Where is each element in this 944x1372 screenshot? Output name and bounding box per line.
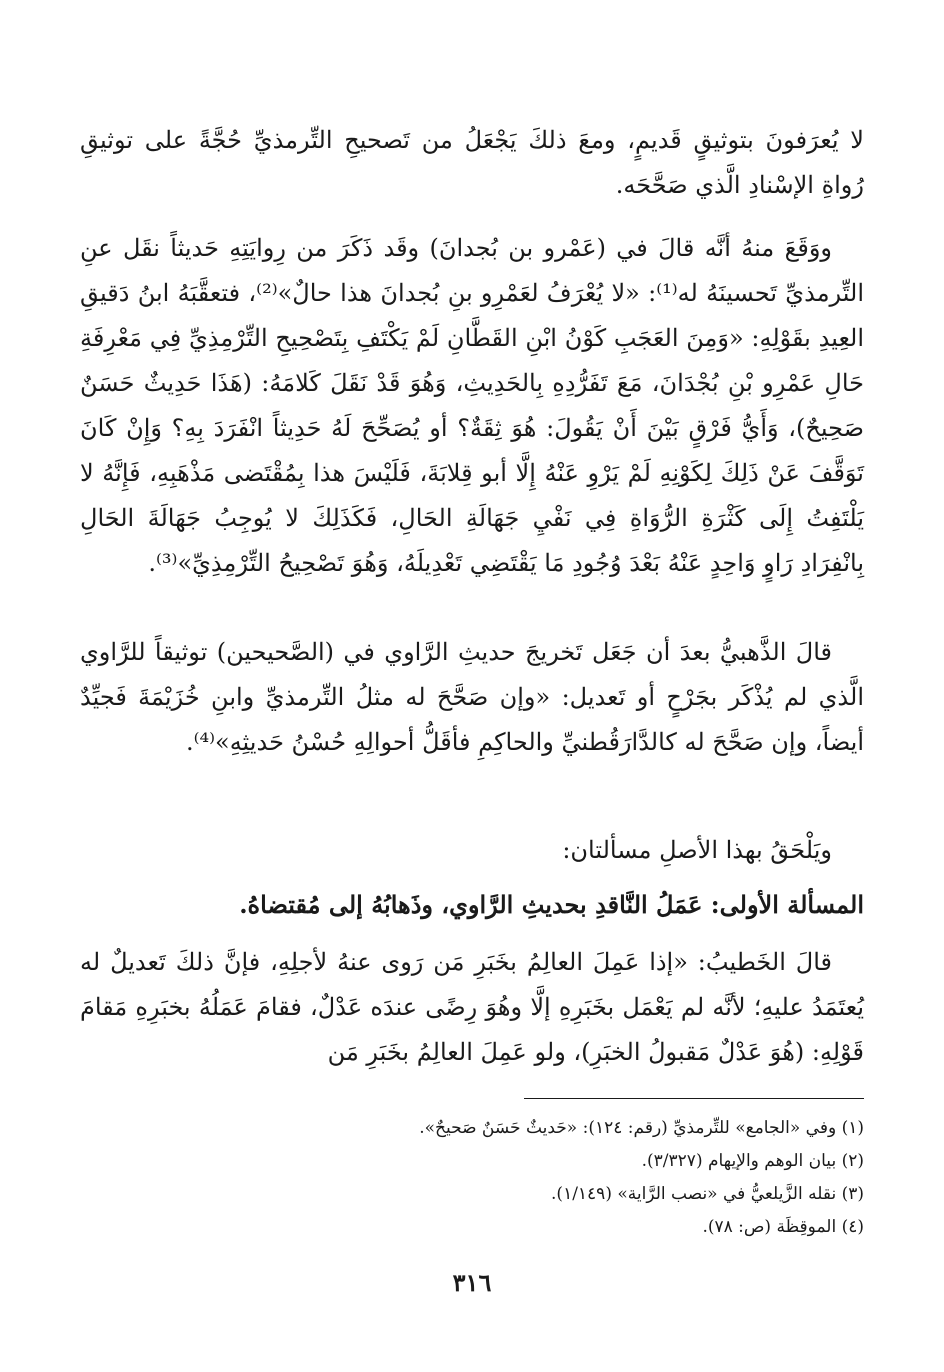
footnote-separator [524, 1098, 864, 1099]
paragraph-2: ووَقَعَ منهُ أنَّه قالَ في (عَمْرو بن بُجدانَ) وقَد ذَكَرَ من رِوايَتِهِ حَديثاً نقَل عنِ التِّرمذيِّ تَحسينَهُ له⁽¹⁾: «لا يُعْرَفُ لعَمْرِو بنِ بُجدانَ هذا حالٌ»⁽²⁾، فتعقَّبَهُ ابنُ دَقيقِ العِيدِ بقَوْلِهِ: «وَمِنَ العَجَبِ كَوْنُ ابْنِ القَطَّانِ لَمْ يَكْتَفِ بِتَصْحِيحِ التِّرْمِذِيِّ فِي مَعْرِفَةِ حَالِ عَمْرِو بْنِ بُجْدَانَ، مَعَ تَفَرُّدِهِ بِالحَدِيثِ، وَهُوَ قَدْ نَقَلَ كَلامَهُ: (هَذَا حَدِيثٌ حَسَنٌ صَحِيحٌ)، وَأَيُّ فَرْقٍ بَيْنَ أَنْ يَقُولَ: هُوَ ثِقَةٌ؟ أو يُصَحِّحَ لَهُ حَدِيثاً انْفَرَدَ بِهِ؟ وَإِنْ كَانَ تَوَقَّفَ عَنْ ذَلِكَ لِكَوْنِهِ لَمْ يَرْوِ عَنْهُ إِلَّا أبو قِلابَةَ، فَلَيْسَ هذا بِمُقْتَضى مَذْهَبِهِ، فَإِنَّهُ لا يَلْتَفِتُ إِلَى كَثْرَةِ الرُّوَاةِ فِي نَفْيِ جَهَالَةِ الحَالِ، فَكَذَلِكَ لا يُوجِبُ جَهَالَةَ الحَالِ بِانْفِرَادِ رَاوٍ وَاحِدٍ عَنْهُ بَعْدَ وُجُودِ مَا يَقْتَضِي تَعْدِيلَهُ، وَهُوَ تَصْحِيحُ التِّرْمِذِيِّ»⁽³⁾. [80, 234, 865, 577]
paragraph-5: قالَ الخَطيبُ: «إذا عَمِلَ العالِمُ بخَبَرِ مَن رَوى عنهُ لأجلِهِ، فإنَّ ذلكَ تَعديلٌ له يُعتَمَدُ عليهِ؛ لأنَّه لم يَعْمَل بخَبَرِهِ إلَّا وهُوَ رِضًى عندَه عَدْلٌ، فقامَ عَمَلُهُ بخبَرِهِ مَقامَ قَوْلِهِ: (هُوَ عَدْلٌ مَقبولُ الخبَرِ)، ولو عَمِلَ العالِمُ بخَبَرِ مَن [80, 948, 864, 1066]
footnotes [80, 1112, 864, 1244]
page-number: ٣١٦ [452, 1268, 492, 1297]
paragraph-1: لا يُعرَفونَ بتوثيقٍ قَديمٍ، ومعَ ذلكَ يَجْعَلُ من تَصحيحِ التِّرمذيِّ حُجَّةً على توثيقِ رُواةِ الإسْنادِ الَّذي صَحَّحَه. [80, 126, 864, 199]
footnote-item: (٤) الموقِظَة (ص: ٧٨). [702, 1217, 864, 1237]
paragraph-3: قالَ الذَّهبيُّ بعدَ أن جَعَل تَخريجَ حديثِ الرَّاوي في (الصَّحيحين) توثيقاً للرَّاوي الَّذي لم يُذْكَر بجَرْحٍ أو تَعديل: «وإن صَحَّحَ له مثلُ التِّرمذيِّ وابنِ خُزَيْمَةَ فَجيِّدٌ أيضاً، وإن صَحَّحَ له كالدَّارَقُطنيِّ والحاكِمِ فأقَلُّ أحوالِهِ حُسْنُ حَديثِهِ»⁽⁴⁾. [80, 638, 865, 756]
paragraph-4: ويَلْحَقُ بهذا الأصلِ مسألتان: [562, 836, 832, 864]
footnote-item: (٢) بيان الوهم والإيهام (٣/٣٢٧). [641, 1151, 864, 1171]
footnote-item: (٣) نقله الزَّيلعيُّ في «نصب الرَّاية» (١/١٤٩). [551, 1184, 864, 1204]
footnote-item: (١) وفي «الجامع» للتِّرمذيِّ (رقم: ١٢٤): «حَديثٌ حَسَنٌ صَحيحٌ». [419, 1118, 864, 1138]
section-heading: المسألة الأولى: عَمَلُ النَّاقدِ بحديثِ الرَّاوي، وذَهابُهُ إلى مُقتضاهُ. [239, 890, 864, 919]
